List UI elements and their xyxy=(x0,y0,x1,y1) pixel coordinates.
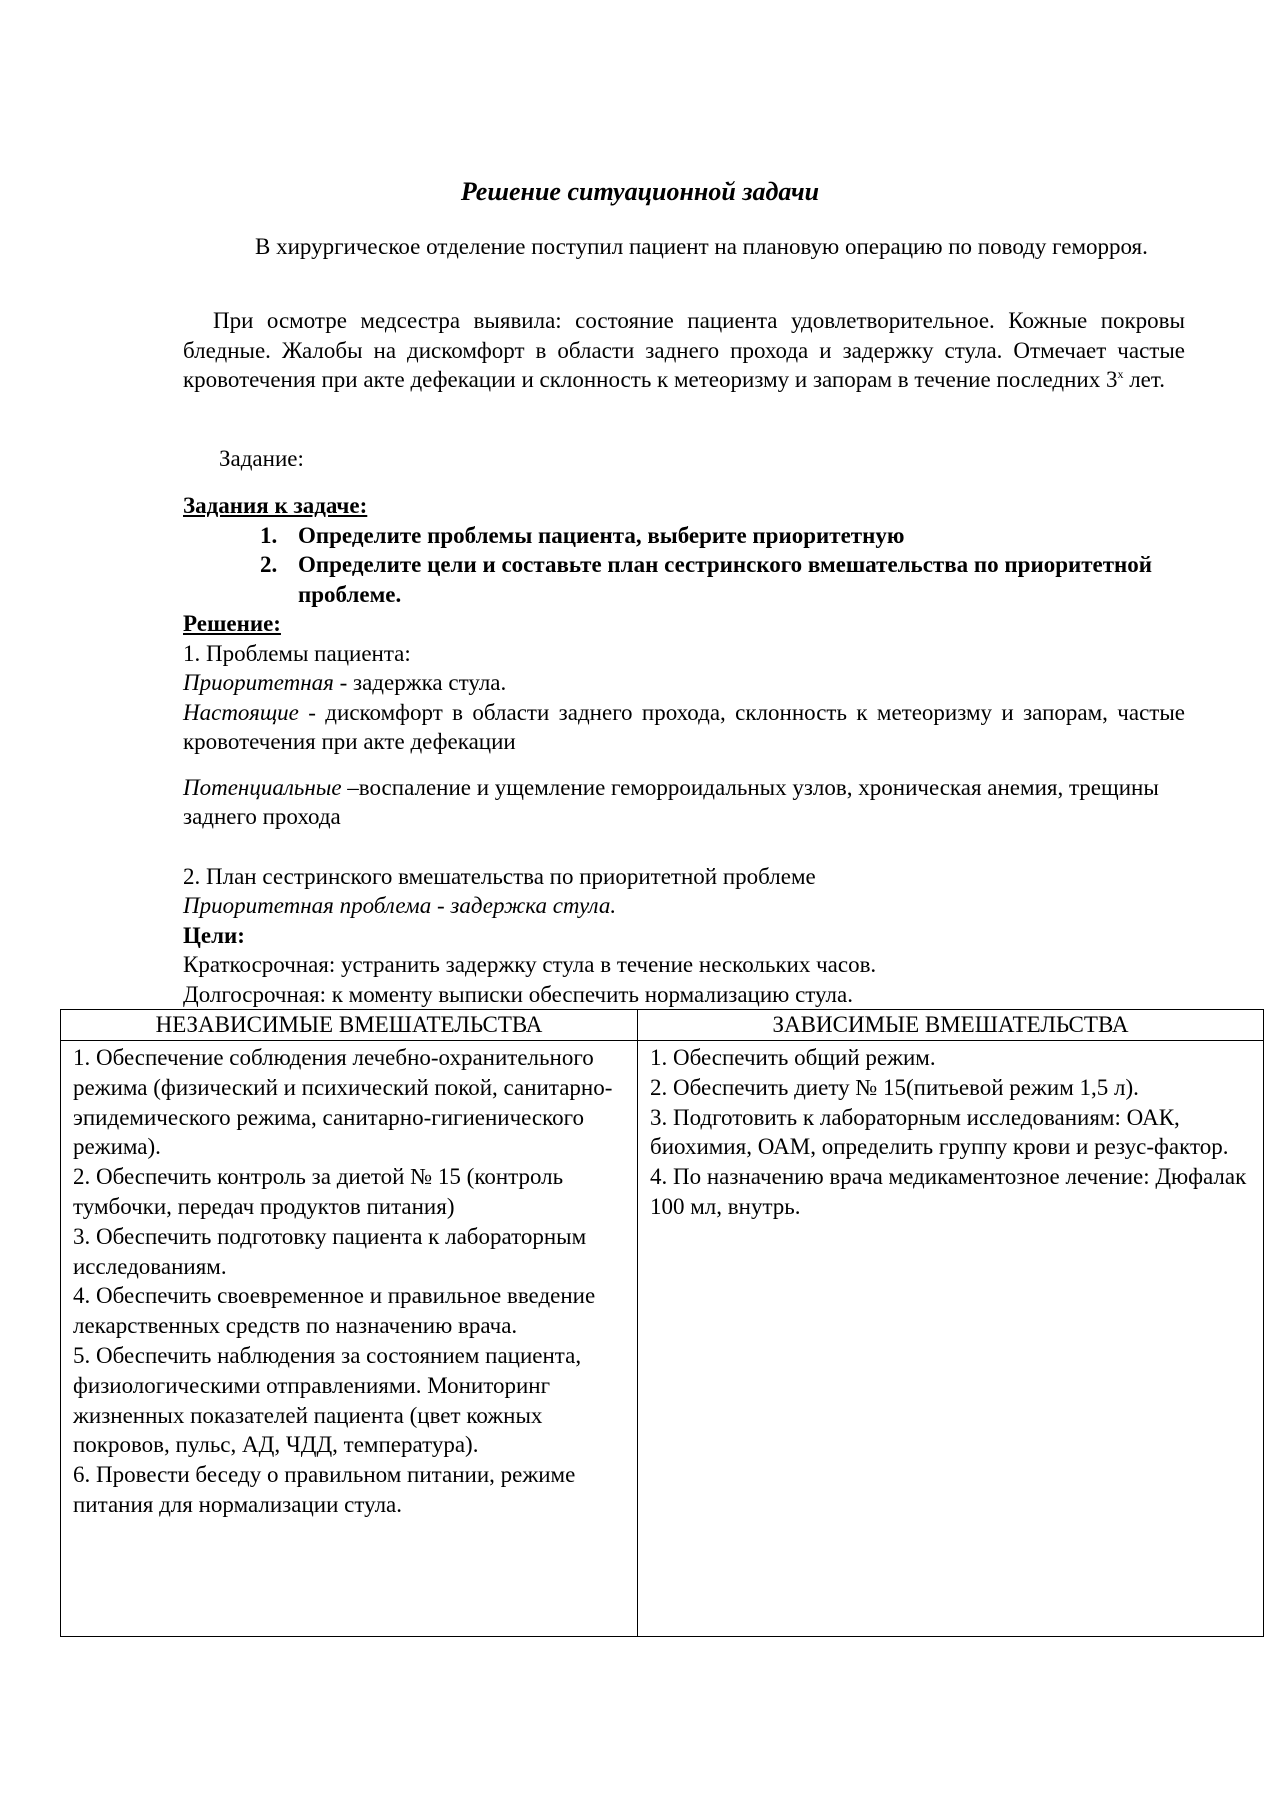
intro-paragraph-2-sup: х xyxy=(1117,367,1124,381)
current-label: Настоящие xyxy=(183,699,299,725)
table-row xyxy=(61,1041,1264,1637)
document-title: Решение ситуационной задачи xyxy=(460,177,820,206)
independent-item: 5. Обеспечить наблюдения за состоянием пациента, физиологическими отправлениями. Мониторинг жизненных показателей пациента (цвет кожных покровов, пульс, АД, ЧДД, температура). xyxy=(73,1342,582,1458)
task-item-text: Определите проблемы пациента, выберите приоритетную xyxy=(298,522,905,548)
independent-item: 4. Обеспечить своевременное и правильное введение лекарственных средств по назначению врача. xyxy=(73,1283,596,1339)
potential-text: –воспаление и ущемление геморроидальных узлов, хроническая анемия, трещины заднего прохода xyxy=(183,774,1159,829)
plan-title: 2. План сестринского вмешательства по приоритетной проблеме xyxy=(183,863,816,889)
task-label: Задание: xyxy=(219,446,304,471)
dependent-cell xyxy=(638,1041,1264,1637)
intervention-table xyxy=(60,1009,1264,1637)
potential-label: Потенциальные xyxy=(183,774,342,800)
task-label-block xyxy=(183,444,1185,474)
independent-item: 3. Обеспечить подготовку пациента к лабораторным исследованиям. xyxy=(73,1223,587,1279)
plan-priority: Приоритетная проблема - задержка стула. xyxy=(183,893,617,918)
header-independent: НЕЗАВИСИМЫЕ ВМЕШАТЕЛЬСТВА xyxy=(61,1010,638,1041)
priority-text: - задержка стула. xyxy=(333,670,507,695)
task-item-number: 2. xyxy=(260,552,278,577)
intro-paragraph-2 xyxy=(183,306,1185,395)
potential-problems xyxy=(183,773,1185,832)
current-problems xyxy=(183,698,1185,757)
priority-problem xyxy=(183,668,1185,698)
current-text: - дискомфорт в области заднего прохода, склонность к метеоризму и запорам, частые кровотечения при акте дефекации xyxy=(183,699,1185,754)
dependent-item: 2. Обеспечить диету № 15(питьевой режим 1,5 л). xyxy=(650,1074,1139,1100)
tasks-list xyxy=(183,521,1185,610)
task-item-text: Определите цели и составьте план сестринского вмешательства по приоритетной проблеме. xyxy=(298,552,1153,607)
independent-item: 2. Обеспечить контроль за диетой № 15 (контроль тумбочки, передач продуктов питания) xyxy=(73,1164,564,1219)
dependent-item: 3. Подготовить к лабораторным исследованиям: ОАК, биохимия, ОАМ, определить группу крови и резус-фактор. xyxy=(650,1104,1229,1160)
table-header-row xyxy=(61,1010,1264,1041)
priority-label: Приоритетная xyxy=(183,670,334,695)
intro-paragraph-1: В хирургическое отделение поступил пациент на плановую операцию по поводу геморроя. xyxy=(255,234,1148,259)
independent-item: 6. Провести беседу о правильном питании, режиме питания для нормализации стула. xyxy=(73,1462,576,1517)
solution-heading: Решение: xyxy=(183,611,281,636)
dependent-item: 1. Обеспечить общий режим. xyxy=(650,1045,936,1070)
task-item-number: 1. xyxy=(260,522,278,548)
intro-block-2 xyxy=(183,306,1185,395)
short-term-goal: Краткосрочная: устранить задержку стула в течение нескольких часов. xyxy=(183,952,877,977)
task-item xyxy=(260,550,1185,609)
task-item xyxy=(260,521,1185,551)
tasks-heading: Задания к задаче: xyxy=(183,493,368,518)
goals-label: Цели: xyxy=(183,922,245,948)
independent-cell xyxy=(61,1041,638,1637)
intro-paragraph-2-end: лет. xyxy=(1123,367,1165,392)
independent-item: 1. Обеспечение соблюдения лечебно-охранительного режима (физический и психический покой, санитарно-эпидемического режима, санитарно-гигиенического режима). xyxy=(73,1045,613,1160)
intro-paragraph-2-main: При осмотре медсестра выявила: состояние пациента удовлетворительное. Кожные покровы бледные. Жалобы на дискомфорт в области заднего прохода и задержку стула. Отмечает частые кровотечения при акте дефекации и склонность к метеоризму и запорам в течение последних 3 xyxy=(183,308,1185,392)
problems-title: 1. Проблемы пациента: xyxy=(183,640,411,666)
long-term-goal: Долгосрочная: к моменту выписки обеспечить нормализацию стула. xyxy=(183,981,853,1007)
tasks-block xyxy=(183,491,1185,1009)
intro-block xyxy=(183,232,1185,262)
dependent-item: 4. По назначению врача медикаментозное лечение: Дюфалак 100 мл, внутрь. xyxy=(650,1164,1247,1219)
header-dependent: ЗАВИСИМЫЕ ВМЕШАТЕЛЬСТВА xyxy=(638,1010,1264,1041)
